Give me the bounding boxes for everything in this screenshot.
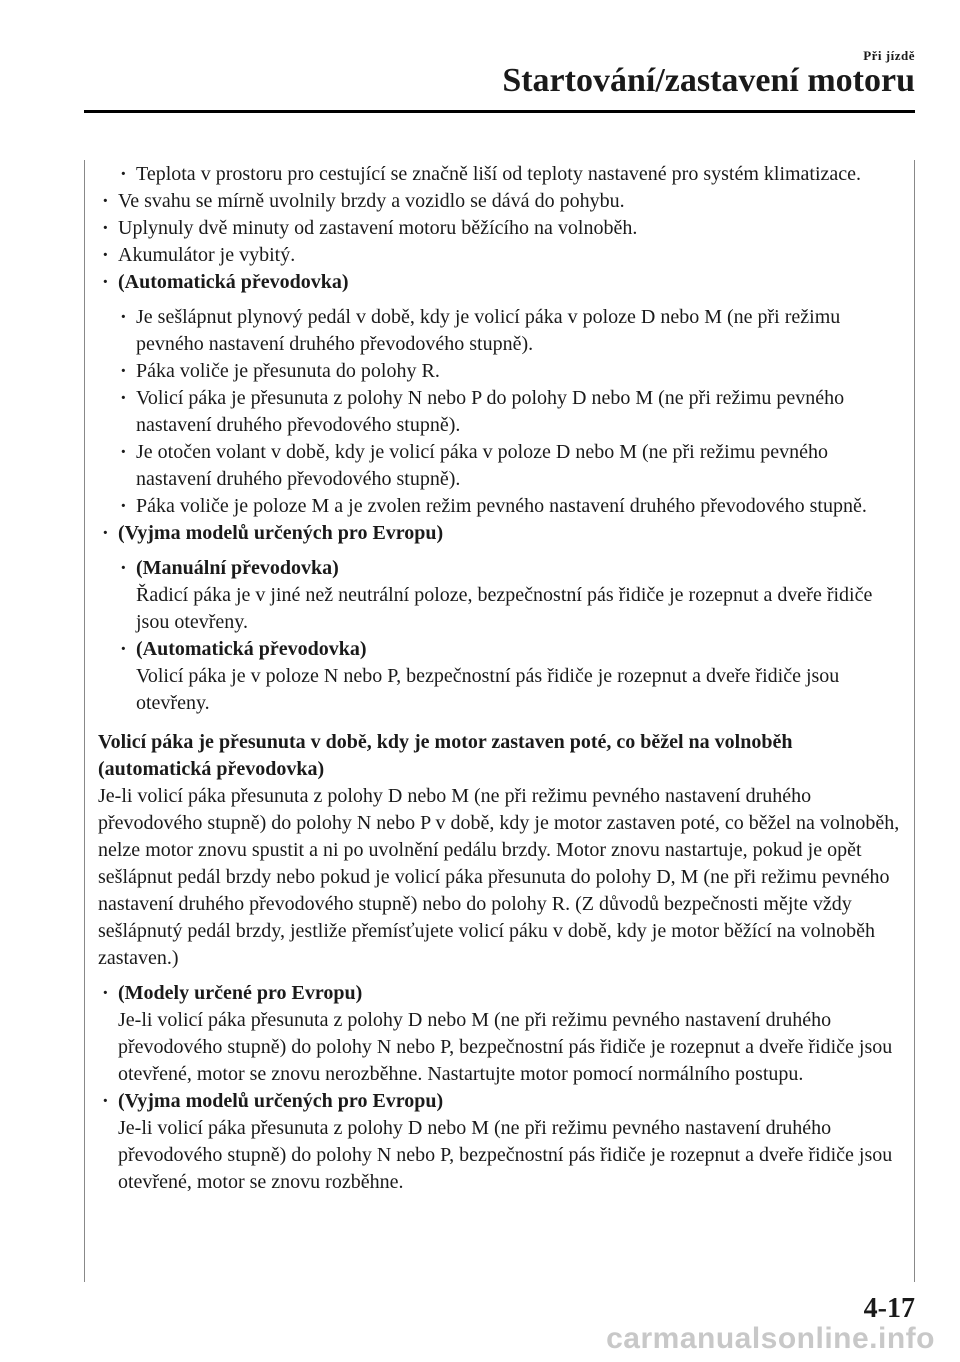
list-item-text: Páka voliče je poloze M a je zvolen režim pevného nastavení druhého převodového stupně. xyxy=(136,495,867,517)
section-heading: Volicí páka je přesunuta v době, kdy je motor zastaven poté, co běžel na volnoběh (automatická převodovka) xyxy=(98,731,793,780)
list-item xyxy=(116,161,906,188)
list-item-text: Ve svahu se mírně uvolnily brzdy a vozidlo se dává do pohybu. xyxy=(118,190,625,212)
list-item xyxy=(98,980,906,1088)
list-item xyxy=(116,304,906,358)
list-item xyxy=(98,215,906,242)
section-body: Je-li volicí páka přesunuta z polohy D nebo M (ne při režimu pevného nastavení druhého převodového stupně) do polohy N nebo P v době, kdy je motor zastaven poté, co běžel na volnoběh, nelze motor znovu spustit a ni po uvolnění pedálu brzdy. Motor znovu nastartuje, pokud je opět sešlápnut pedál brzdy nebo pokud je volicí páka přesunuta do polohy D, M (ne při režimu pevného nastavení druhého převodového stupně) nebo do polohy R. (Z důvodů bezpečnosti mějte vždy sešlápnutý pedál brzdy, jestliže přemísťujete volicí páku v době, kdy je motor běžící na volnoběh zastaven.) xyxy=(98,785,900,969)
header-divider xyxy=(84,110,915,113)
list-item xyxy=(98,1088,906,1196)
list-item-text: Volicí páka je v poloze N nebo P, bezpečnostní pás řidiče je rozepnut a dveře řidiče jsou otevřeny. xyxy=(136,665,840,714)
list-item-title: · (Modely určené pro Evropu) xyxy=(118,982,363,1004)
list-item-text: Je sešlápnut plynový pedál v době, kdy je volicí páka v poloze D nebo M (ne při režimu pevného nastavení druhého převodového stupně). xyxy=(136,306,841,355)
list-item-text: (Vyjma modelů určených pro Evropu) xyxy=(118,522,444,544)
list-item xyxy=(116,493,906,520)
page-number: 4-17 xyxy=(863,1293,915,1324)
list-item-text: Akumulátor je vybitý. xyxy=(118,244,296,266)
list-item xyxy=(116,439,906,493)
list-item xyxy=(116,358,906,385)
list-item xyxy=(116,385,906,439)
page-title: Startování/zastavení motoru xyxy=(502,62,915,99)
section-label: Při jízdě xyxy=(863,48,915,63)
list-item xyxy=(116,555,906,636)
list-item-text: Je-li volicí páka přesunuta z polohy D nebo M (ne při režimu pevného nastavení druhého převodového stupně) do polohy N nebo P, bezpečnostní pás řidiče je rozepnut a dveře řidiče jsou otevřené, motor se znovu rozběhne. xyxy=(118,1117,893,1193)
right-margin-rule xyxy=(914,160,915,1282)
list-item-text: Je-li volicí páka přesunuta z polohy D nebo M (ne při režimu pevného nastavení druhého převodového stupně) do polohy N nebo P, bezpečnostní pás řidiče je rozepnut a dveře řidiče jsou otevřené, motor se znovu nerozběhne. Nastartujte motor pomocí normálního postupu. xyxy=(118,1009,893,1085)
list-item-text: Teplota v prostoru pro cestující se značně liší od teploty nastavené pro systém klimatizace. xyxy=(136,163,862,185)
list-item xyxy=(98,269,906,296)
list-item-text: (Automatická převodovka) xyxy=(118,271,349,293)
list-item xyxy=(116,636,906,717)
list-item-title: · (Automatická převodovka) xyxy=(136,638,367,660)
watermark: carmanualsonline.info xyxy=(606,1322,935,1355)
list-item xyxy=(98,520,906,547)
list-item xyxy=(98,188,906,215)
list-item-title: · (Manuální převodovka) xyxy=(136,557,339,579)
list-item-text: Páka voliče je přesunuta do polohy R. xyxy=(136,360,440,382)
list-item-text: Řadicí páka je v jiné než neutrální poloze, bezpečnostní pás řidiče je rozepnut a dveře řidiče jsou otevřeny. xyxy=(136,584,873,633)
list-item-text: Je otočen volant v době, kdy je volicí páka v poloze D nebo M (ne při režimu pevného nastavení druhého převodového stupně). xyxy=(136,441,829,490)
page-content xyxy=(98,161,906,1196)
list-item-text: Uplynuly dvě minuty od zastavení motoru běžícího na volnoběh. xyxy=(118,217,638,239)
list-item xyxy=(98,242,906,269)
list-item-text: Volicí páka je přesunuta z polohy N nebo P do polohy D nebo M (ne při režimu pevného nastavení druhého převodového stupně). xyxy=(136,387,845,436)
list-item-title: · (Vyjma modelů určených pro Evropu) xyxy=(118,1090,444,1112)
left-margin-rule xyxy=(84,160,85,1282)
